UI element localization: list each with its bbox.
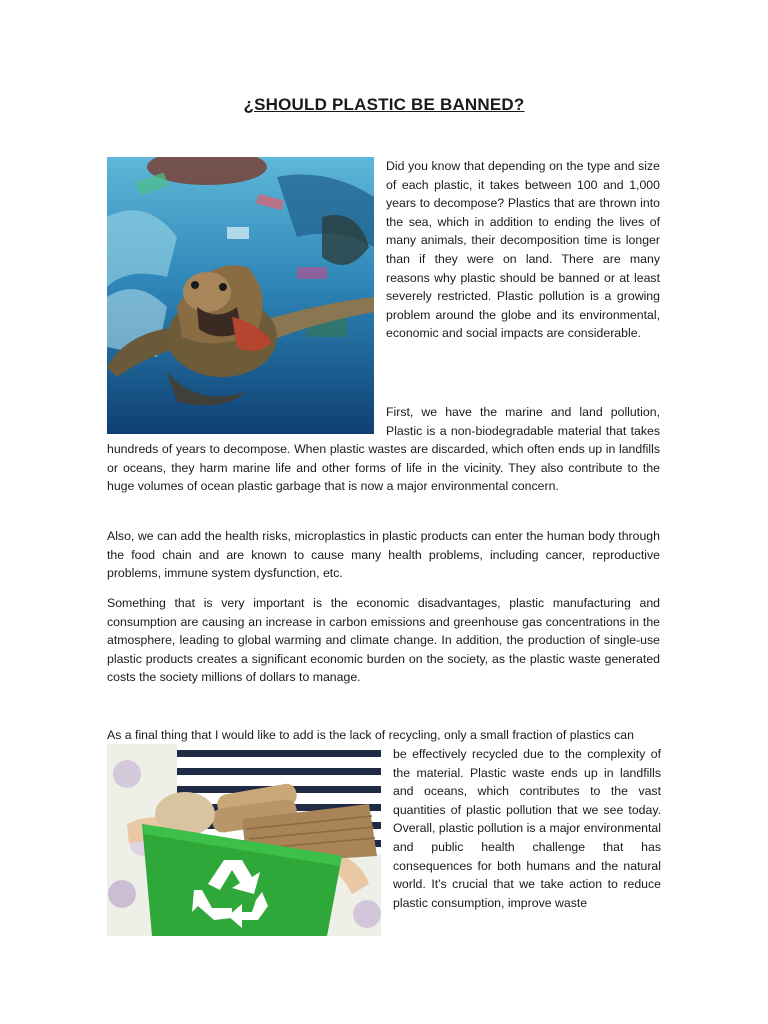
paragraph-recycling: be effectively recycled due to the complexity of the material. Plastic waste ends up in landfills and oceans, which contributes to the vast quantities of plastic pollution that we see today. Overall, plastic pollution is a major environmental and public health challenge that has consequences for both humans and the natural world. It's crucial that we take action to reduce plastic consumption, improve waste	[393, 747, 661, 910]
paragraph-pollution: First, we have the marine and land pollution, Plastic is a non-biodegradable material that takes hundreds of years to decompose. When plastic wastes are discarded, which often ends up in landfills or oceans, they harm marine life and other forms of life in the vicinity. They also contribute to the huge volumes of ocean plastic garbage that is now a major environmental concern.	[107, 405, 660, 494]
sea-turtle-image	[107, 157, 374, 434]
recycling-bin-image	[107, 744, 381, 936]
document-title: ¿SHOULD PLASTIC BE BANNED?	[243, 95, 525, 114]
image-spacer	[107, 403, 386, 440]
paragraph-pollution-wrapper	[107, 403, 660, 496]
paragraph-economic: Something that is very important is the economic disadvantages, plastic manufacturing and consumption are causing an increase in carbon emissions and greenhouse gas concentrations in the atmosphere, leading to global warming and climate change. In addition, the production of single-use plastic products creates a significant economic burden on the society, as the plastic waste generated costs the society millions of dollars to manage.	[107, 596, 660, 685]
paragraph-health: Also, we can add the health risks, microplastics in plastic products can enter the human body through the food chain and are known to cause many health problems, including cancer, reproductive problems, immune system dysfunction, etc.	[107, 529, 660, 581]
paragraph-intro: Did you know that depending on the type and size of each plastic, it takes between 100 and 1,000 years to decompose? Plastics that are thrown into the sea, which in addition to ending the lives of many animals, their decomposition time is longer than if they were on land. There are many reasons why plastic should be banned or at least severely restricted. Plastic pollution is a growing problem around the globe and its environmental, economic and social impacts are considerable.	[386, 159, 660, 341]
paragraph-recycling-first-line: As a final thing that I would like to add is the lack of recycling, only a small fraction of plastics can	[107, 728, 634, 742]
